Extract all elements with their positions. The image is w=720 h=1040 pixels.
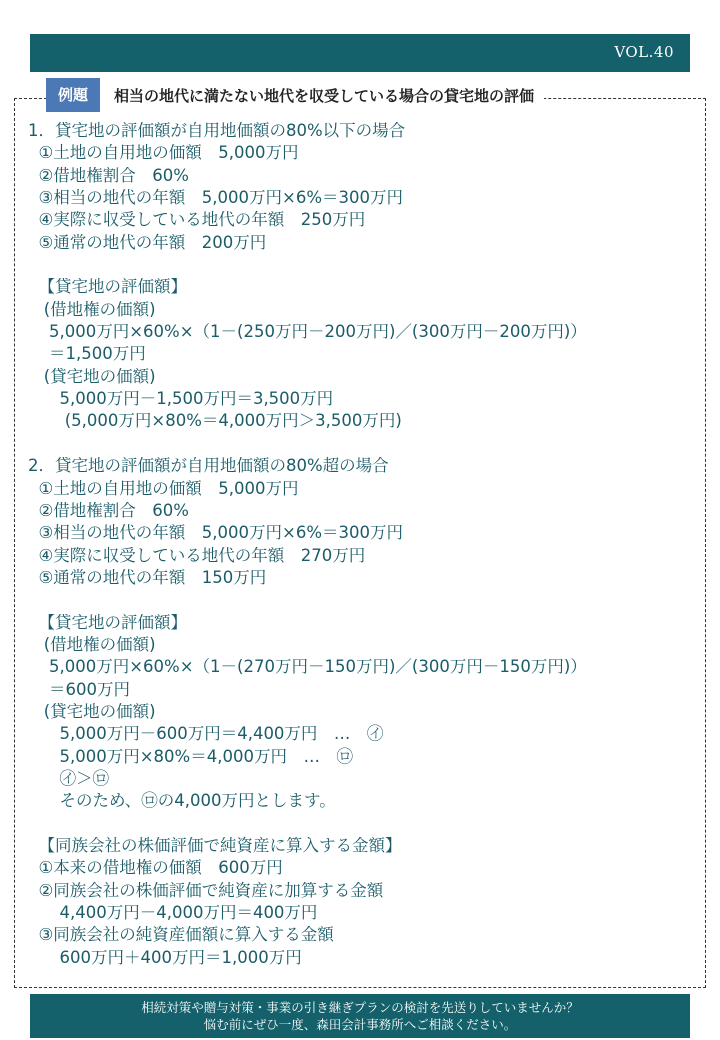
body-line: ⑤通常の地代の年額 200万円 [28, 232, 267, 252]
body-line: 1．貸宅地の評価額が自用地価額の80%以下の場合 [28, 121, 406, 140]
body-line: 5,000万円－600万円＝4,400万円 … ㋑ [28, 724, 384, 744]
body-line [28, 589, 688, 611]
header-bar [30, 34, 690, 72]
example-body [28, 120, 688, 969]
body-line: 4,400万円－4,000万円＝400万円 [28, 903, 318, 923]
body-line: ①土地の自用地の価額 5,000万円 [28, 478, 299, 498]
body-line: ③相当の地代の年額 5,000万円×6%＝300万円 [28, 188, 404, 208]
body-line: (借地権の価額) [28, 299, 156, 319]
body-line [28, 813, 688, 835]
footer-line-1: 相続対策や贈与対策・事業の引き継ぎプランの検討を先送りしていませんか？ [141, 1000, 579, 1015]
body-line: ②同族会社の株価評価で純資産に加算する金額 [28, 880, 384, 900]
body-line: ②借地権割合 60% [28, 500, 189, 520]
body-line: ㋑＞㋺ [28, 768, 109, 788]
body-line: ③同族会社の純資産価額に算入する金額 [28, 925, 334, 945]
footer-line-2: 悩む前にぜひ一度、森田会計事務所へご相談ください。 [203, 1017, 517, 1032]
example-title: 相当の地代に満たない地代を収受している場合の貸宅地の評価 [114, 86, 535, 105]
body-line [28, 433, 688, 455]
body-line: ⑤通常の地代の年額 150万円 [28, 567, 267, 587]
body-line: ①本来の借地権の価額 600万円 [28, 858, 283, 878]
example-title-row [46, 77, 544, 113]
body-line: ＝1,500万円 [28, 344, 146, 364]
body-line: ②借地権割合 60% [28, 165, 189, 185]
body-line: 5,000万円×80%＝4,000万円 … ㋺ [28, 746, 353, 766]
body-line: 5,000万円－1,500万円＝3,500万円 [28, 389, 334, 409]
body-line: 【貸宅地の評価額】 [28, 277, 187, 297]
body-line: ③相当の地代の年額 5,000万円×6%＝300万円 [28, 523, 404, 543]
body-line: ＝600万円 [28, 679, 130, 699]
body-line: (貸宅地の価額) [28, 366, 156, 386]
body-line [28, 254, 688, 276]
body-line: 2．貸宅地の評価額が自用地価額の80%超の場合 [28, 456, 389, 476]
body-line: (貸宅地の価額) [28, 701, 156, 721]
footer-banner [30, 994, 690, 1038]
body-line: 【貸宅地の評価額】 [28, 612, 187, 632]
body-line: ④実際に収受している地代の年額 250万円 [28, 210, 366, 230]
body-line: 【同族会社の株価評価で純資産に算入する金額】 [28, 836, 402, 855]
body-line: (5,000万円×80%＝4,000万円＞3,500万円) [28, 411, 402, 431]
body-line: ①土地の自用地の価額 5,000万円 [28, 143, 299, 163]
body-line: 5,000万円×60%×（1－(270万円－150万円)／(300万円－150万円)） [28, 657, 587, 677]
body-line: ④実際に収受している地代の年額 270万円 [28, 545, 366, 565]
body-line: そのため、㋺の4,000万円とします。 [28, 791, 336, 811]
body-line: (借地権の価額) [28, 634, 156, 654]
body-line: 5,000万円×60%×（1－(250万円－200万円)／(300万円－200万円)） [28, 322, 587, 342]
volume-number: VOL.40 [614, 43, 674, 61]
example-badge: 例題 [46, 78, 100, 112]
body-line: 600万円＋400万円＝1,000万円 [28, 947, 302, 967]
